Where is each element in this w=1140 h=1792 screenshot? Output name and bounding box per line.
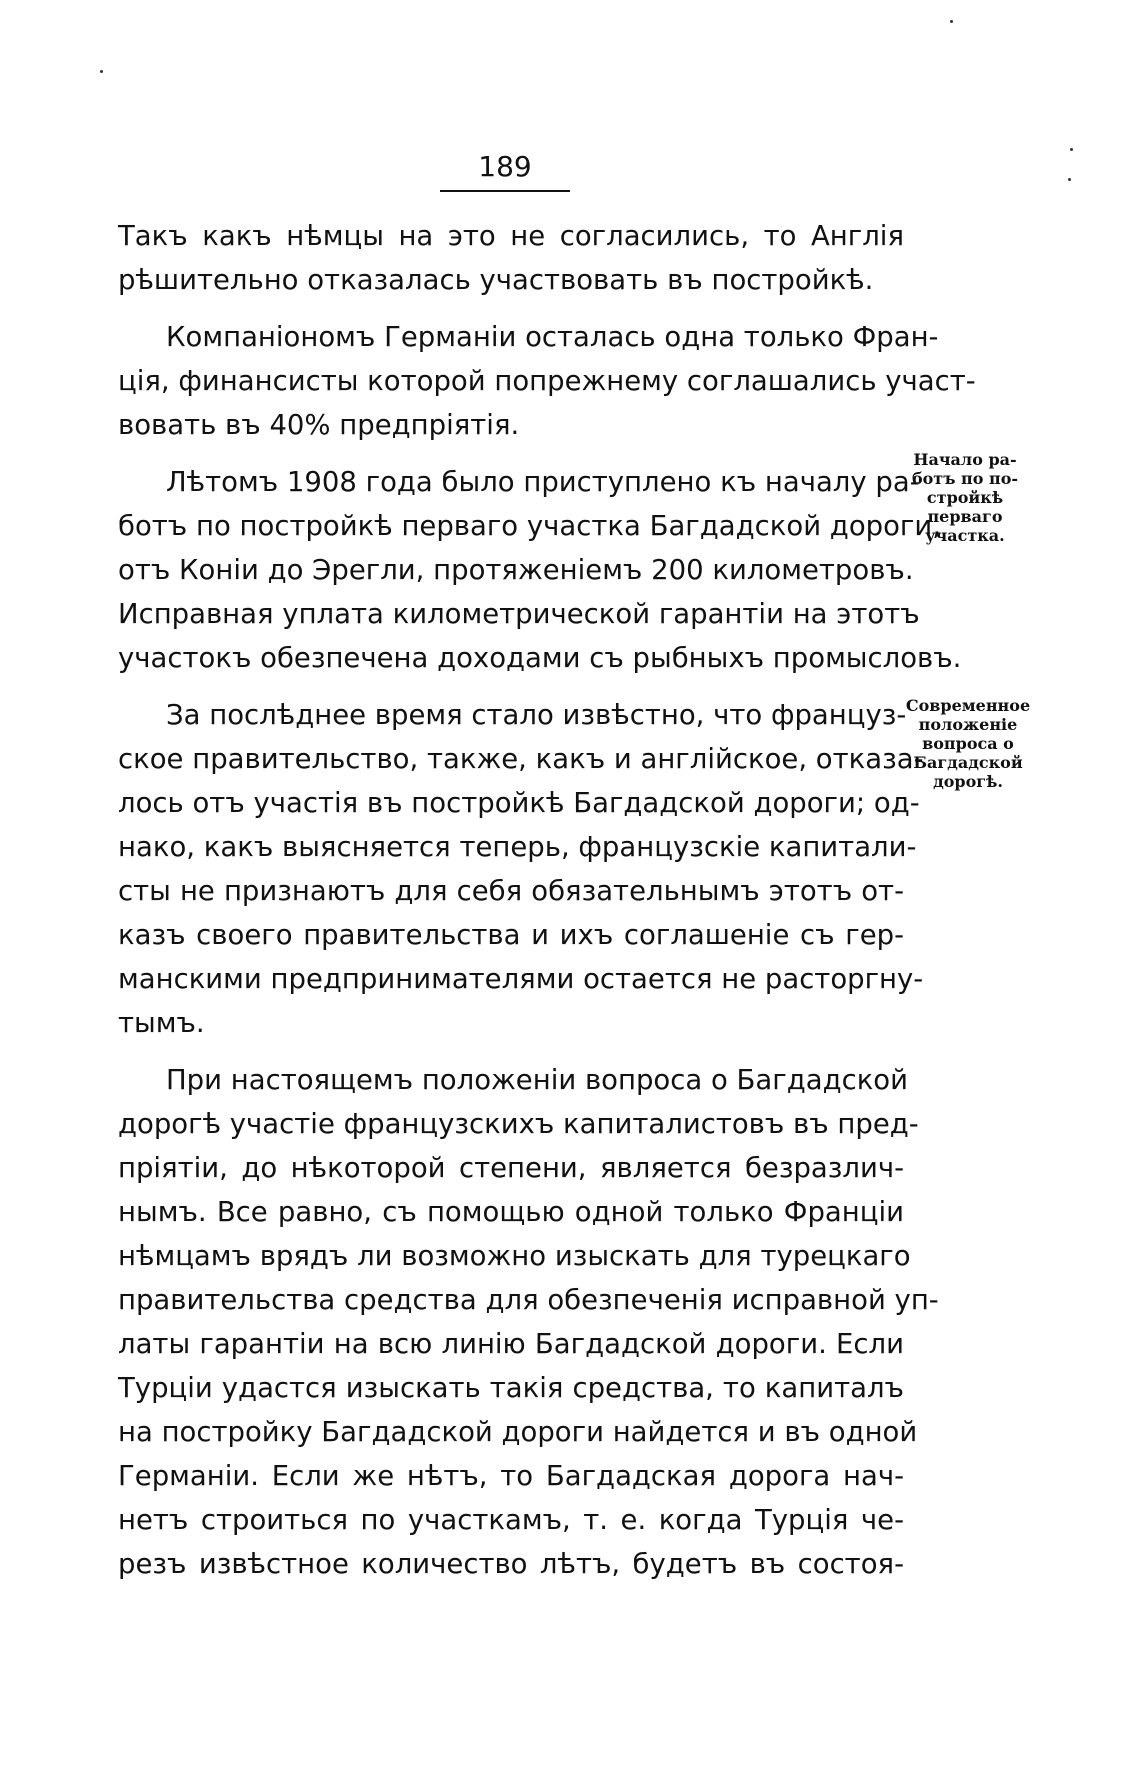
text-line: Исправная уплата километрической гарантіи на этотъ xyxy=(118,598,920,630)
text-line: нѣмцамъ врядъ ли возможно изыскать для турецкаго xyxy=(118,1240,911,1272)
text-line: отъ Коніи до Эрегли, протяженіемъ 200 километровъ. xyxy=(118,554,914,586)
text-line: Такъ какъ нѣмцы на это не согласились, то Англія xyxy=(118,220,904,252)
margin-note-line: дорогѣ. xyxy=(933,772,1003,791)
text-line: тымъ. xyxy=(118,1007,205,1039)
text-line: правительства средства для обезпеченія исправной уп- xyxy=(118,1284,939,1316)
page-number-rule xyxy=(440,190,570,192)
margin-note-line: Багдадской xyxy=(913,753,1023,772)
text-line: Лѣтомъ 1908 года было приступлено къ началу ра- xyxy=(166,466,920,498)
scan-speck xyxy=(100,70,103,73)
margin-note-construction-start xyxy=(900,450,1030,545)
text-line: резъ извѣстное количество лѣтъ, будетъ въ состоя- xyxy=(118,1548,904,1580)
text-line: на постройку Багдадской дороги найдется и въ одной xyxy=(118,1416,918,1448)
text-line: ботъ по постройкѣ перваго участка Багдадской дороги, xyxy=(118,510,941,542)
text-line: За послѣднее время стало извѣстно, что француз- xyxy=(166,699,907,731)
text-line: участокъ обезпечена доходами съ рыбныхъ промысловъ. xyxy=(118,642,962,674)
text-line: ція, финансисты которой попрежнему соглашались участ- xyxy=(118,365,976,397)
margin-note-line: положеніе xyxy=(918,715,1018,734)
text-line: казъ своего правительства и ихъ соглашеніе съ гер- xyxy=(118,919,904,951)
text-line: лось отъ участія въ постройкѣ Багдадской дороги; од- xyxy=(118,787,920,819)
margin-note-line: ботъ по по- xyxy=(911,469,1019,488)
text-line: латы гарантіи на всю линію Багдадской дороги. Если xyxy=(118,1328,904,1360)
text-line: нако, какъ выясняется теперь, французскіе капитали- xyxy=(118,831,917,863)
margin-note-line: Современное xyxy=(905,696,1031,715)
text-line: нетъ строиться по участкамъ, т. е. когда Турція че- xyxy=(118,1504,904,1536)
text-line: пріятіи, до нѣкоторой степени, является безразлич- xyxy=(118,1152,904,1184)
text-line: рѣшительно отказалась участвовать въ постройкѣ. xyxy=(118,264,874,296)
scan-speck xyxy=(1070,148,1073,151)
margin-note-line: стройкѣ xyxy=(926,488,1004,507)
text-line: Германіи. Если же нѣтъ, то Багдадская дорога нач- xyxy=(118,1460,904,1492)
margin-note-line: вопроса о xyxy=(922,734,1014,753)
text-line: нымъ. Все равно, съ помощью одной только Франціи xyxy=(118,1196,904,1228)
margin-note-line: участка. xyxy=(925,526,1005,545)
text-line: манскими предпринимателями остается не расторгну- xyxy=(118,963,924,995)
margin-note-current-status xyxy=(898,696,1038,791)
margin-note-line: перваго xyxy=(927,507,1003,526)
text-line: При настоящемъ положеніи вопроса о Багдадской xyxy=(166,1064,909,1096)
text-line: вовать въ 40% предпріятія. xyxy=(118,409,520,441)
scan-speck xyxy=(1068,178,1071,181)
text-line: дорогѣ участіе французскихъ капиталистовъ въ пред- xyxy=(118,1108,919,1140)
page-number: 189 xyxy=(478,150,532,183)
margin-note-line: Начало ра- xyxy=(913,450,1017,469)
text-line: Турціи удастся изыскать такія средства, то капиталъ xyxy=(118,1372,904,1404)
scan-speck xyxy=(950,20,953,23)
text-line: сты не признаютъ для себя обязательнымъ этотъ от- xyxy=(118,875,904,907)
text-line: ское правительство, также, какъ и англійское, отказа- xyxy=(118,743,924,775)
text-line: Компаніономъ Германіи осталась одна только Фран- xyxy=(166,321,939,353)
